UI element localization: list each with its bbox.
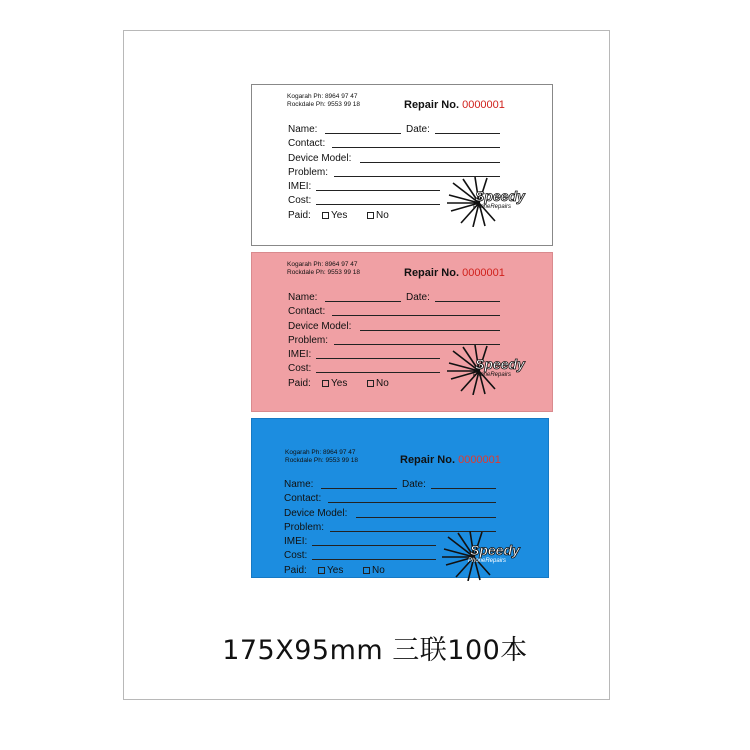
contact-line	[328, 502, 496, 503]
phone-rockdale: Rockdale Ph: 9553 99 18	[287, 101, 360, 108]
no-label: No	[372, 564, 385, 576]
phone-numbers	[287, 261, 360, 277]
product-caption: 175X95mm 三联100本	[222, 635, 528, 666]
yes-checkbox	[322, 380, 329, 387]
imei-label: IMEI:	[284, 536, 308, 548]
speedy-logo-icon	[442, 531, 532, 581]
contact-label: Contact:	[284, 493, 322, 505]
name-line	[325, 133, 401, 134]
imei-line	[316, 358, 440, 359]
device-model-line	[360, 162, 500, 163]
yes-label: Yes	[331, 377, 348, 389]
name-label: Name:	[288, 292, 318, 303]
repair-number	[404, 99, 505, 111]
repair-label: Repair No.	[404, 267, 460, 279]
name-line	[321, 488, 397, 489]
imei-label: IMEI:	[288, 349, 312, 361]
contact-line	[332, 315, 500, 316]
cost-label: Cost:	[288, 195, 312, 207]
no-label: No	[376, 377, 389, 389]
paid-label: Paid:	[284, 564, 307, 576]
speedy-logo-icon	[447, 345, 537, 395]
logo-brand: Speedy	[470, 542, 520, 558]
cost-line	[312, 559, 436, 560]
yes-label: Yes	[331, 209, 348, 221]
contact-line	[332, 147, 500, 148]
device-model-label: Device Model:	[284, 507, 348, 519]
no-checkbox	[363, 567, 370, 574]
yes-checkbox	[318, 567, 325, 574]
cost-label: Cost:	[284, 550, 308, 562]
logo-tagline: PhoneRepairs	[468, 558, 507, 564]
contact-label: Contact:	[288, 306, 326, 318]
logo-tagline: PhoneRepairs	[473, 204, 512, 210]
paid-label: Paid:	[288, 209, 311, 221]
device-model-line	[360, 330, 500, 331]
phone-kogarah: Kogarah Ph: 8964 97 47	[287, 261, 358, 268]
repair-number-value: 0000001	[458, 454, 501, 466]
repair-number-value: 0000001	[462, 99, 505, 111]
repair-card-white	[251, 84, 553, 246]
cost-line	[316, 372, 440, 373]
logo-tagline: PhoneRepairs	[473, 372, 512, 378]
contact-label: Contact:	[288, 138, 326, 150]
logo-brand: Speedy	[475, 188, 525, 204]
repair-number-value: 0000001	[462, 267, 505, 279]
name-line	[325, 301, 401, 302]
repair-number	[404, 267, 505, 279]
repair-label: Repair No.	[404, 99, 460, 111]
date-line	[431, 488, 496, 489]
phone-kogarah: Kogarah Ph: 8964 97 47	[287, 93, 358, 100]
name-label: Name:	[288, 124, 318, 135]
repair-card-blue	[251, 418, 549, 578]
date-line	[435, 133, 500, 134]
cost-label: Cost:	[288, 363, 312, 375]
date-line	[435, 301, 500, 302]
repair-label: Repair No.	[400, 454, 456, 466]
device-model-label: Device Model:	[288, 152, 352, 164]
device-model-line	[356, 517, 496, 518]
date-label: Date:	[406, 292, 430, 303]
date-label: Date:	[406, 124, 430, 135]
logo-brand: Speedy	[475, 356, 525, 372]
imei-label: IMEI:	[288, 181, 312, 193]
speedy-logo-icon	[447, 177, 537, 227]
problem-label: Problem:	[288, 166, 329, 178]
phone-rockdale: Rockdale Ph: 9553 99 18	[287, 269, 360, 276]
device-model-label: Device Model:	[288, 320, 352, 332]
repair-card-pink	[251, 252, 553, 412]
name-label: Name:	[284, 479, 314, 490]
phone-rockdale: Rockdale Ph: 9553 99 18	[285, 457, 358, 464]
no-label: No	[376, 209, 389, 221]
yes-label: Yes	[327, 564, 344, 576]
cost-line	[316, 204, 440, 205]
imei-line	[316, 190, 440, 191]
date-label: Date:	[402, 479, 426, 490]
problem-label: Problem:	[284, 521, 325, 533]
paid-label: Paid:	[288, 377, 311, 389]
no-checkbox	[367, 380, 374, 387]
problem-label: Problem:	[288, 334, 329, 346]
phone-kogarah: Kogarah Ph: 8964 97 47	[285, 449, 356, 456]
no-checkbox	[367, 212, 374, 219]
phone-numbers	[285, 449, 358, 465]
repair-number	[400, 454, 501, 466]
yes-checkbox	[322, 212, 329, 219]
phone-numbers	[287, 93, 360, 109]
imei-line	[312, 545, 436, 546]
